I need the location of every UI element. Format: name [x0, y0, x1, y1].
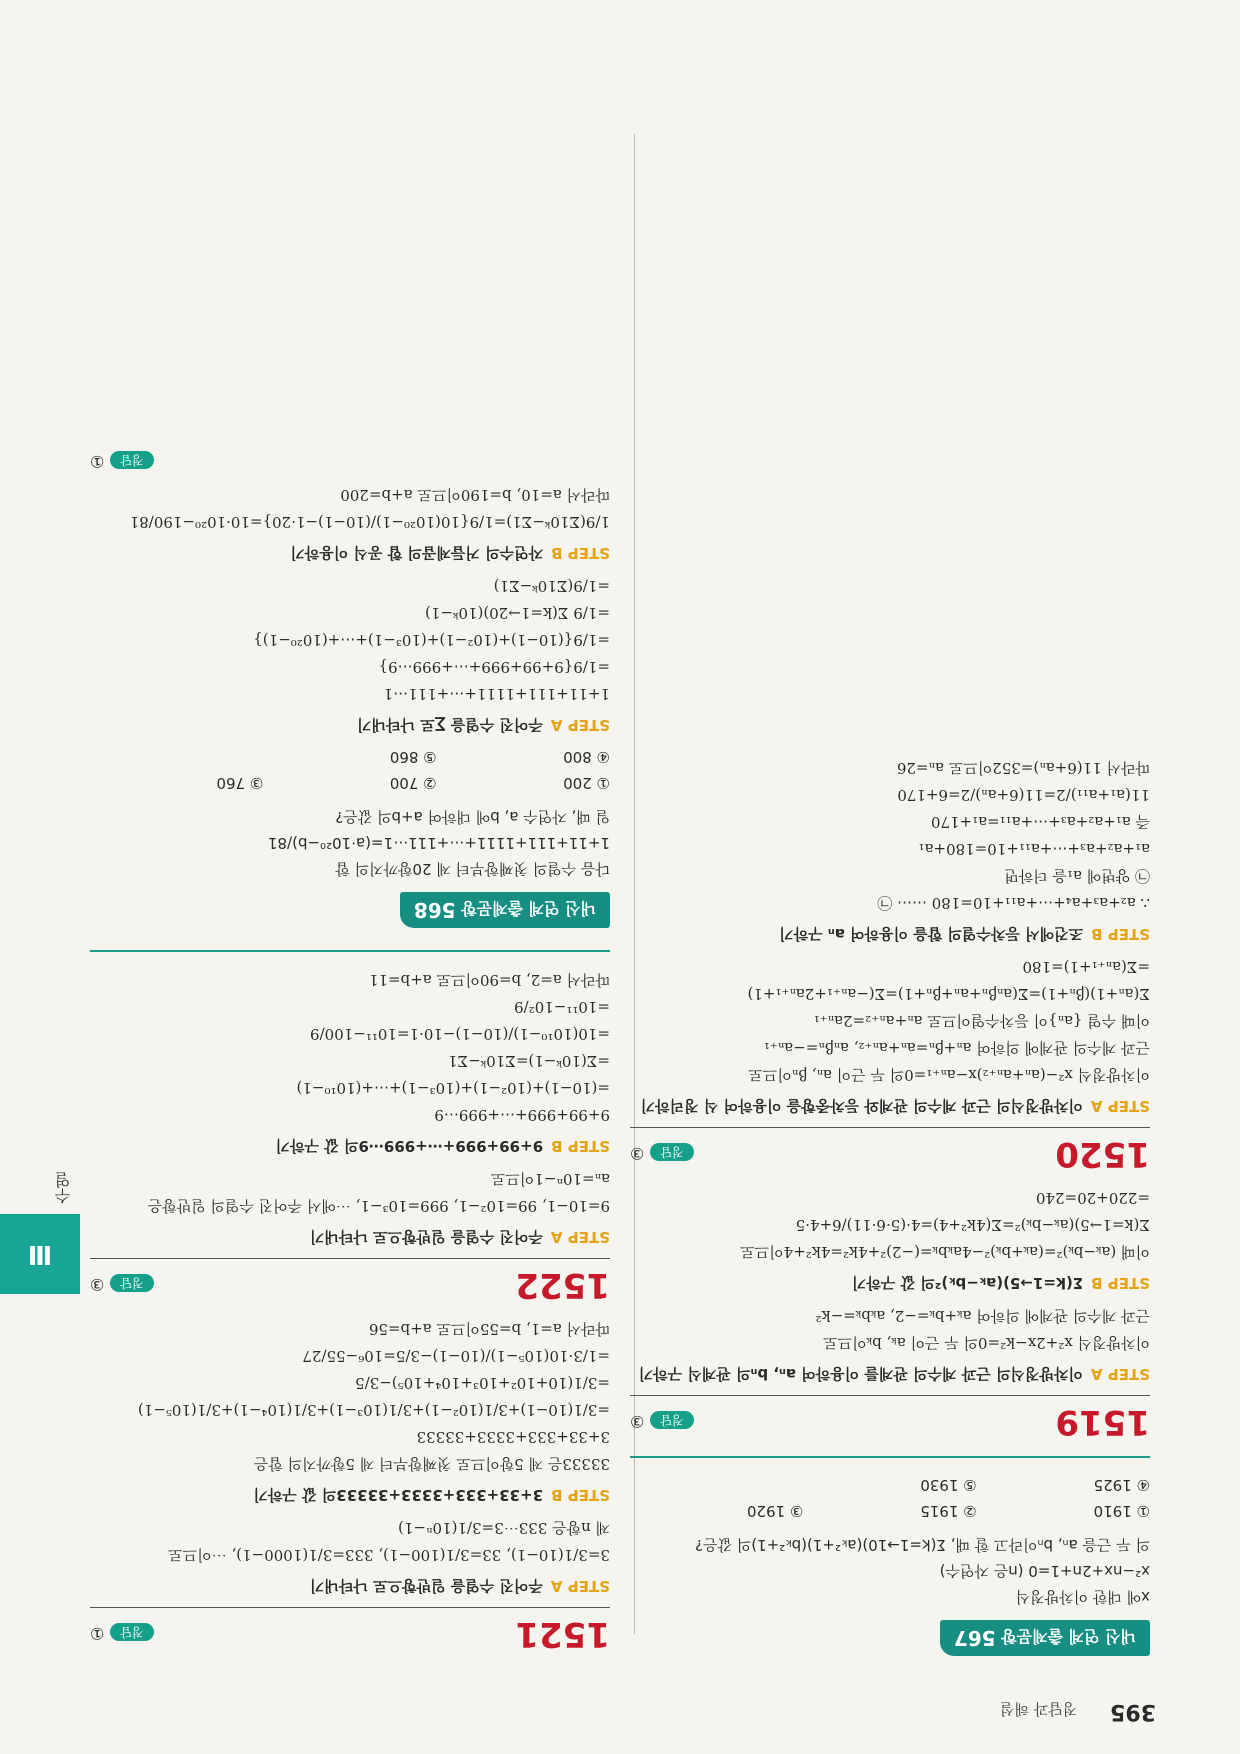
- problem-1520-header: [630, 1134, 1150, 1174]
- rule: [90, 1607, 610, 1608]
- choice: ② 1915: [920, 1502, 977, 1520]
- banner-568-label: 내신 연계 출제문항: [461, 899, 596, 918]
- left-column: [630, 754, 1150, 1664]
- step-title: 주어진 수열을 일반항으로 나타내기: [309, 1577, 543, 1595]
- choice: ① 1910: [1093, 1502, 1150, 1520]
- solution-line: 3=3/1(10−1), 33=3/1(100−1), 333=3/1(1000−1), ⋯이므로: [168, 1546, 610, 1564]
- step-tag: STEP B: [551, 1486, 610, 1504]
- answer-value: ①: [90, 452, 105, 471]
- solution-line: 따라서 a=10, b=190이므로 a+b=200: [340, 486, 610, 504]
- problem-1522-number: 1522: [515, 1265, 610, 1305]
- solution-line: ㉠ 양변에 a₁을 더하면: [1004, 867, 1150, 885]
- solution-line: =10¹¹−10²/9: [514, 998, 610, 1016]
- problem-1522-header: [90, 1265, 610, 1305]
- solution-line: 3+33+333+3333+33333: [416, 1428, 610, 1446]
- p568-line: 다음 수열의 첫째항부터 제 20항까지의 합: [335, 860, 610, 878]
- step-1520a: [630, 1096, 1150, 1117]
- step-title: 주어진 수열을 일반항으로 나타내기: [309, 1228, 543, 1246]
- choice: ① 200: [563, 774, 610, 792]
- solution-line: 9+99+999+⋯+999⋯9: [434, 1106, 610, 1124]
- step-1521a: [90, 1576, 610, 1597]
- step-title: 이차방정식의 근과 계수의 관계를 이용하여 aₙ, bₙ의 관계식 구하기: [638, 1365, 1083, 1383]
- answer-value: ③: [630, 1144, 645, 1164]
- answer-tag: 정답: [650, 1412, 693, 1430]
- step-title: 자연수의 거듭제곱의 합 공식 이용하기: [290, 544, 544, 562]
- solution-line: 11(a₁+a₁₁)/2=11(6+aₙ)/2=6+170: [897, 786, 1150, 804]
- step-tag: STEP A: [550, 1577, 610, 1595]
- problem-568-choices: [90, 744, 610, 796]
- page-header: [0, 1674, 1240, 1754]
- solution-line: =1/3·10(10⁵−1)/(10−1)−3/5=10⁶−55/27: [302, 1347, 610, 1365]
- chapter-tab[interactable]: [0, 1214, 80, 1294]
- solution-line: 이때 수열 {aₙ}이 등차수열이므로 aₙ+aₙ₊₂=2aₙ₊₁: [813, 1012, 1150, 1030]
- choice: ③ 1920: [746, 1502, 804, 1520]
- solution-line: ∴ a₂+a₃+a₄+⋯+a₁₁+10=180 ⋯⋯ ㉠: [877, 894, 1150, 912]
- step-tag: STEP A: [1090, 1365, 1150, 1383]
- step-title: Σ(k=1→5)(aₖ−bₖ)²의 값 구하기: [851, 1274, 1084, 1292]
- choice: ⑤ 1930: [920, 1476, 977, 1494]
- step-tag: STEP B: [551, 544, 610, 562]
- step-1519a: [630, 1364, 1150, 1385]
- banner-567-number: 567: [953, 1626, 996, 1650]
- answer-tag: 정답: [110, 1275, 153, 1293]
- chapter-label: 수열: [54, 1172, 73, 1204]
- step-568b: [90, 543, 610, 564]
- right-column: [90, 452, 610, 1664]
- rule: [630, 1127, 1150, 1128]
- solution-line: 제 n항은 333⋯3=3/1(10ⁿ−1): [398, 1519, 610, 1537]
- solution-line: =1/9 Σ(k=1→20)(10ᵏ−1): [424, 604, 610, 622]
- p567-line: x에 대한 이차방정식: [1015, 1588, 1150, 1606]
- header-title: 정답과 해설: [1000, 1700, 1078, 1718]
- step-title: 3+33+333+3333+33333의 값 구하기: [253, 1486, 544, 1504]
- step-tag: STEP B: [551, 1137, 610, 1155]
- answer-value: ①: [90, 1624, 105, 1644]
- solution-line: 9=10−1, 99=10²−1, 999=10³−1, ⋯에서 주어진 수열의 일반항은: [147, 1197, 610, 1215]
- solution-line: =Σ(aₙ₊₁+1)=180: [1022, 958, 1150, 976]
- step-1522b: [90, 1136, 610, 1157]
- step-1522a: [90, 1227, 610, 1248]
- choice: ③ 760: [216, 774, 264, 792]
- answer-value: ③: [630, 1412, 645, 1432]
- p567-line: x²−nx+2n+1=0 (n은 자연수): [939, 1562, 1150, 1580]
- banner-568: [400, 892, 610, 928]
- solution-line: Σ(k=1→5)(aₖ−bₖ)²=Σ(4k²+4)=4·(5·6·11)/6+4·5: [795, 1216, 1150, 1234]
- p568-line: 1+11+111+1111+⋯+111⋯1=(a·10²⁰−b)/81: [267, 834, 610, 852]
- section-divider: [630, 1456, 1150, 1458]
- solution-line: =(10−1)+(10²−1)+(10³−1)+⋯+(10¹⁰−1): [296, 1079, 610, 1097]
- solution-line: a₁+a₂+a₃+⋯+a₁₁+10=180+a₁: [918, 840, 1150, 858]
- banner-567: [940, 1620, 1150, 1656]
- problem-568-answer: [90, 452, 610, 471]
- problem-567-text: [630, 1532, 1150, 1610]
- solution-line: =1/9(Σ10ᵏ−Σ1): [493, 577, 610, 595]
- solution-line: =220+20=240: [1035, 1189, 1150, 1207]
- banner-568-number: 568: [413, 898, 456, 922]
- step-title: 이차방정식의 근과 계수의 관계와 등차중항을 이용하여 식 정리하기: [640, 1097, 1083, 1115]
- problem-568-text: [90, 804, 610, 882]
- solution-line: 이차방정식 x²−(aₙ+aₙ₊₂)x−aₙ₊₁=0의 두 근이 aₙ, βₙ이므로: [748, 1066, 1150, 1084]
- solution-line: 즉 a₁+a₂+a₃+⋯+a₁₁=a₁+170: [930, 813, 1150, 831]
- solution-line: 근과 계수의 관계에 의하여 aₖ+bₖ=−2, aₖbₖ=−k²: [815, 1307, 1150, 1325]
- answer-tag: 정답: [650, 1144, 693, 1162]
- step-1521b: [90, 1485, 610, 1506]
- step-1520b: [630, 924, 1150, 945]
- banner-567-label: 내신 연계 출제문항: [1001, 1627, 1136, 1646]
- problem-1519-number: 1519: [1055, 1402, 1150, 1442]
- step-1519b: [630, 1273, 1150, 1294]
- solution-line: Σ(aₙ+1)(βₙ+1)=Σ(aₙβₙ+aₙ+βₙ+1)=Σ(−aₙ₊₁+2aₙ₊₁+1): [747, 985, 1150, 1003]
- rule: [90, 1258, 610, 1259]
- step-tag: STEP A: [550, 716, 610, 734]
- solution-line: =3/1(10−1)+3/1(10²−1)+3/1(10³−1)+3/1(10⁴−1)+3/1(10⁵−1): [137, 1401, 610, 1419]
- problem-1520-number: 1520: [1055, 1134, 1150, 1174]
- solution-line: 근과 계수의 관계에 의하여 aₙ+βₙ=aₙ+aₙ₊₂, aₙβₙ=−aₙ₊₁: [763, 1039, 1150, 1057]
- step-title: 주어진 수열을 ∑로 나타내기: [357, 716, 543, 734]
- answer-tag: 정답: [110, 451, 153, 469]
- problem-1521-number: 1521: [515, 1614, 610, 1654]
- solution-line: 따라서 a=1, b=55이므로 a+b=56: [368, 1320, 610, 1338]
- solution-line: 이차방정식 x²+2x−k²=0의 두 근이 aₖ, bₖ이므로: [823, 1334, 1150, 1352]
- solution-line: 따라서 11(6+aₙ)=352이므로 aₙ=26: [896, 759, 1150, 777]
- chapter-roman: Ⅲ: [27, 1239, 53, 1269]
- step-title: 9+99+999+⋯+999⋯9의 값 구하기: [275, 1137, 544, 1155]
- solution-line: =1/9{9+99+999+⋯+999⋯9}: [378, 658, 610, 676]
- solution-line: =1/9{(10−1)+(10²−1)+(10³−1)+⋯+(10²⁰−1)}: [253, 631, 610, 649]
- page-number: 395: [1110, 1699, 1156, 1724]
- step-title: 조건에서 등차수열의 합을 이용하여 aₙ 구하기: [779, 925, 1084, 943]
- problem-567-choices: [630, 1472, 1150, 1524]
- answer-tag: 정답: [110, 1624, 153, 1642]
- step-tag: STEP A: [1090, 1097, 1150, 1115]
- solution-line: 따라서 a=2, b=90이므로 a+b=11: [368, 971, 610, 989]
- solution-line: 1+11+111+1111+⋯+111⋯1: [383, 685, 610, 703]
- problem-1519-header: [630, 1402, 1150, 1442]
- step-tag: STEP B: [1091, 1274, 1150, 1292]
- solution-line: aₙ=10ⁿ−1이므로: [490, 1170, 610, 1188]
- step-568a: [90, 715, 610, 736]
- choice: ⑤ 860: [389, 748, 437, 766]
- step-tag: STEP A: [550, 1228, 610, 1246]
- p568-line: 일 때, 자연수 a, b에 대하여 a+b의 값은?: [335, 808, 610, 826]
- solution-line: 이때 (aₖ−bₖ)²=(aₖ+bₖ)²−4aₖbₖ=(−2)²+4k²=4k²+4이므로: [740, 1243, 1150, 1261]
- solution-line: =10(10¹⁰−1)/(10−1)−10·1=10¹¹−100/9: [310, 1025, 610, 1043]
- rule: [630, 1395, 1150, 1396]
- problem-1521-header: [90, 1614, 610, 1654]
- answer-value: ③: [90, 1275, 105, 1295]
- step-tag: STEP B: [1091, 925, 1150, 943]
- choice: ② 700: [389, 774, 437, 792]
- choice: ④ 1925: [1093, 1476, 1150, 1494]
- solution-line: =Σ(10ᵏ−1)=Σ10ᵏ−Σ1: [448, 1052, 610, 1070]
- section-divider: [90, 950, 610, 952]
- solution-line: 1/9(Σ10ᵏ−Σ1)=1/9{10(10²⁰−1)/(10−1)−1·20}=10·10²⁰−190/81: [129, 513, 610, 531]
- solution-line: 33333은 제 5항이므로 첫째항부터 제 5항까지의 합은: [253, 1455, 610, 1473]
- choice: ④ 800: [563, 748, 610, 766]
- p567-line: 의 두 근을 aₙ, bₙ이라고 할 때, Σ(k=1→10)(aₖ²+1)(bₖ²+1)의 값은?: [695, 1536, 1150, 1554]
- solution-line: =3/1(10+10²+10³+10⁴+10⁵)−3/5: [355, 1374, 610, 1392]
